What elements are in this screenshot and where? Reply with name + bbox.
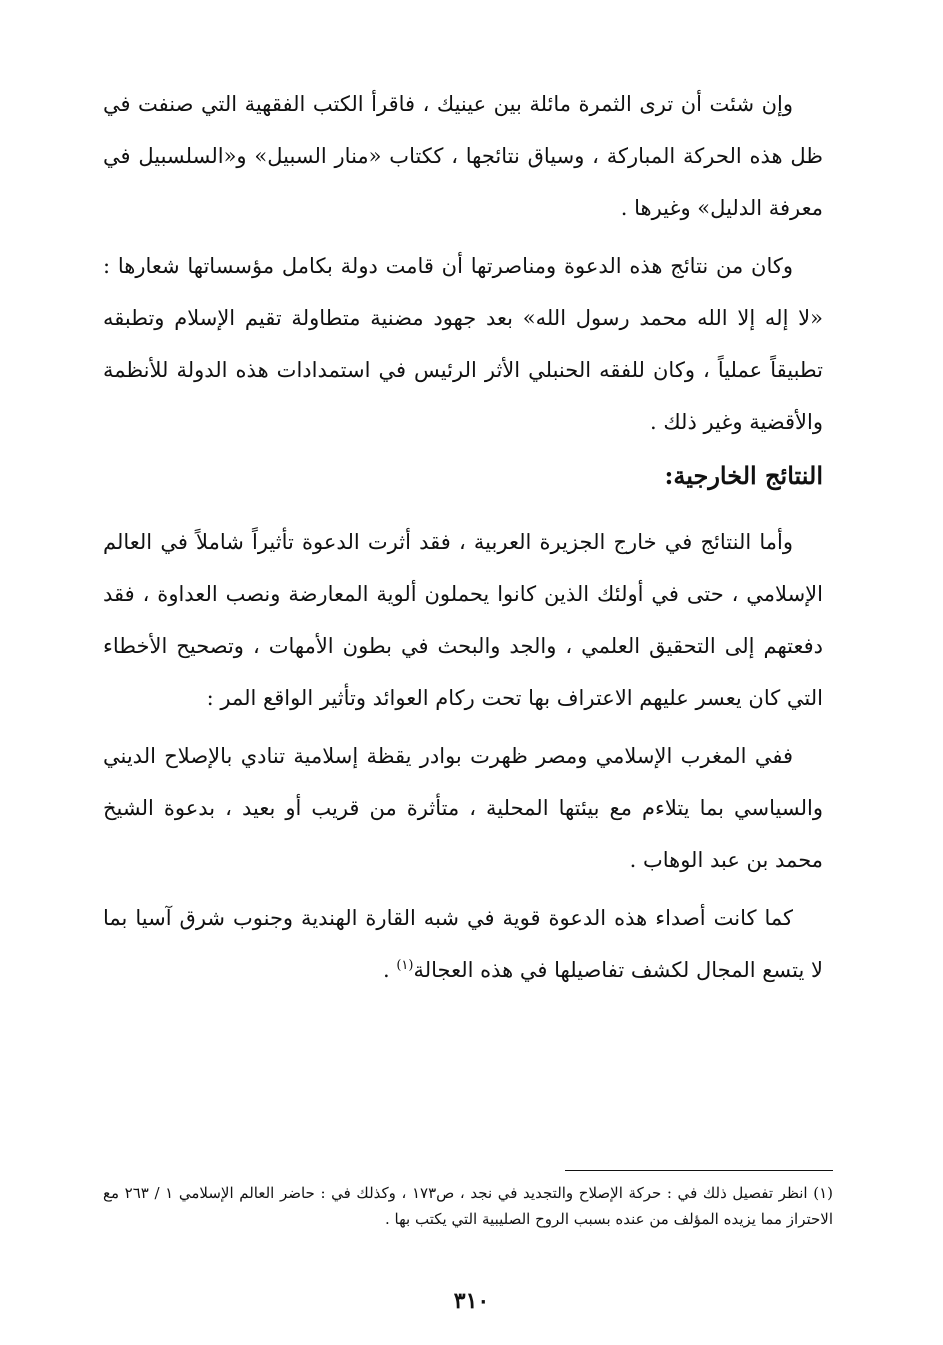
footnote-text: (١) انظر تفصيل ذلك في : حركة الإصلاح والتجديد في نجد ، ص١٧٣ ، وكذلك في : حاضر العالم الإسلامي ١ / ٢٦٣ مع الاحتراز مما يزيده المؤلف من عنده بسبب الروح الصليبية التي يكتب بها . [103,1184,833,1228]
footnote [103,1180,833,1232]
footnote-divider [565,1170,833,1171]
footnote-marker: (١) [396,958,414,973]
section-heading: النتائج الخارجية: [664,461,823,490]
paragraph-5 [103,892,823,996]
paragraph-4: ففي المغرب الإسلامي ومصر ظهرت بوادر يقظة إسلامية تنادي بالإصلاح الديني والسياسي بما يتلاءم مع بيئتها المحلية ، متأثرة من قريب أو بعيد ، بدعوة الشيخ محمد بن عبد الوهاب . [103,744,823,872]
paragraph-3: وأما النتائج في خارج الجزيرة العربية ، فقد أثرت الدعوة تأثيراً شاملاً في العالم الإسلامي ، حتى في أولئك الذين كانوا يحملون ألوية المعارضة ونصب العداوة ، فقد دفعتهم إلى التحقيق العلمي ، والجد والبحث في بطون الأمهات ، وتصحيح الأخطاء التي كان يعسر عليهم الاعتراف بها تحت ركام العوائد وتأثير الواقع المر : [103,530,823,710]
page-number: ٣١٠ [453,1288,490,1314]
main-text [103,78,823,1002]
paragraph-5-text: كما كانت أصداء هذه الدعوة قوية في شبه القارة الهندية وجنوب شرق آسيا بما لا يتسع المجال لكشف تفاصيلها في هذه العجالة [103,906,823,982]
paragraph-1: وإن شئت أن ترى الثمرة مائلة بين عينيك ، فاقرأ الكتب الفقهية التي صنفت في ظل هذه الحركة المباركة ، وسياق نتائجها ، ككتاب «منار السبيل» و«السلسبيل في معرفة الدليل» وغيرها . [103,92,823,220]
paragraph-2: وكان من نتائج هذه الدعوة ومناصرتها أن قامت دولة بكامل مؤسساتها شعارها : «لا إله إلا الله محمد رسول الله» بعد جهود مضنية متطاولة تقيم الإسلام وتطبقه تطبيقاً عملياً ، وكان للفقه الحنبلي الأثر الرئيس في استمدادات هذه الدولة للأنظمة والأقضية وغير ذلك . [103,254,823,434]
paragraph-5-end: . [382,958,397,982]
